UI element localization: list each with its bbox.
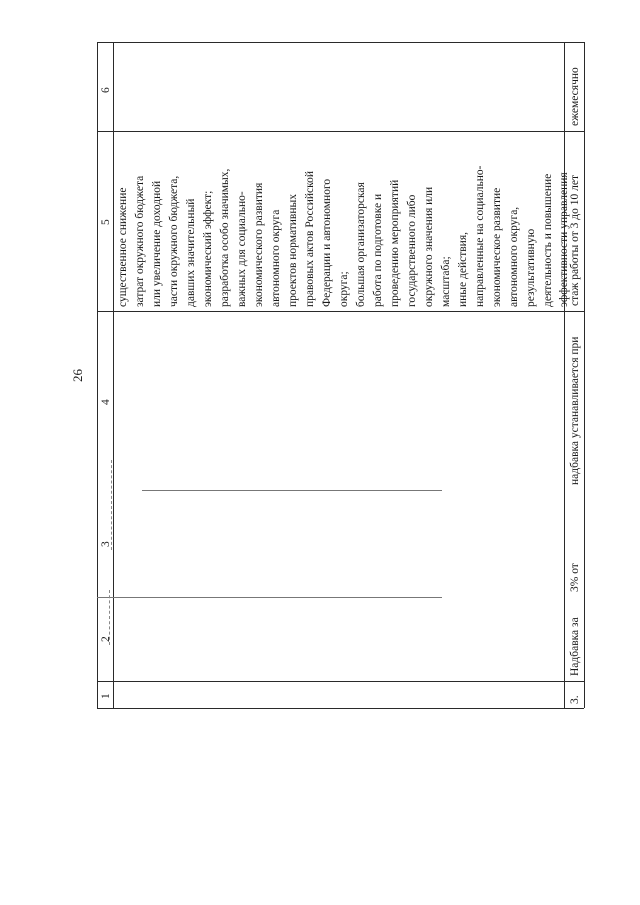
row3-divider xyxy=(564,42,565,708)
row3-periodicity: ежемесячно xyxy=(569,67,581,126)
col-sep-4-5 xyxy=(97,311,584,312)
col-sep-1-2 xyxy=(97,681,584,682)
column5-line: разработка особо значимых, xyxy=(219,168,231,307)
column5-line: автономного округа xyxy=(270,209,282,307)
column-number-2: 2 xyxy=(100,636,112,642)
table-border-right xyxy=(584,42,585,708)
column5-line: Федерации и автономного xyxy=(321,178,333,307)
page-number: 26 xyxy=(70,369,85,382)
column5-line: результативную xyxy=(525,228,537,307)
column5-line: существенное снижение xyxy=(117,187,129,307)
column5-line: иные действия, xyxy=(457,231,469,307)
header-row-divider xyxy=(113,42,114,708)
column5-line: эффективности управления xyxy=(558,172,570,307)
table-border-left xyxy=(97,42,98,708)
row3-condition: надбавка устанавливается при xyxy=(569,336,581,485)
column5-line: важных для социально- xyxy=(236,191,248,307)
column5-line: большая организаторская xyxy=(355,182,367,307)
column5-line: направленные на социально- xyxy=(474,165,486,307)
column-number-6: 6 xyxy=(100,87,112,93)
column5-line: масштаба; xyxy=(440,256,452,307)
row3-number: 3. xyxy=(569,695,581,704)
col-sep-5-6 xyxy=(97,131,584,132)
column5-line: государственного либо xyxy=(406,194,418,307)
column5-line: затрат окружного бюджета xyxy=(134,175,146,307)
column5-line: давших значительный xyxy=(185,198,197,307)
column-number-3: 3 xyxy=(100,541,112,547)
column5-line: экономический эффект; xyxy=(202,190,214,307)
column5-line: правовых актов Российской xyxy=(304,170,316,307)
col-sep-2-3 xyxy=(97,597,442,598)
col-sep-3-4 xyxy=(142,490,442,491)
row3-name: Надбавка за xyxy=(569,617,581,676)
column5-line: или увеличение доходной xyxy=(151,180,163,307)
column-number-5: 5 xyxy=(100,219,112,225)
table-border-bottom xyxy=(97,708,584,709)
column5-line: работа по подготовке и xyxy=(372,193,384,307)
column5-line: проектов нормативных xyxy=(287,194,299,307)
column5-line: деятельность и повышение xyxy=(542,173,554,307)
column-number-4: 4 xyxy=(100,399,112,405)
table-border-top xyxy=(97,42,584,43)
scan-artifact-line xyxy=(111,460,112,550)
row3-amount: 3% от xyxy=(569,563,581,592)
column5-line: проведению мероприятий xyxy=(389,179,401,307)
column5-line: окружного значения или xyxy=(423,186,435,307)
column5-line: части окружного бюджета, xyxy=(168,175,180,307)
column5-line: округа; xyxy=(338,271,350,307)
row3-criteria: стаж работы от 3 до 10 лет xyxy=(569,175,581,306)
column5-line: экономическое развитие xyxy=(491,187,503,307)
column5-line: экономического развития xyxy=(253,182,265,307)
column5-line: автономного округа, xyxy=(508,206,520,307)
column-number-1: 1 xyxy=(100,693,112,699)
